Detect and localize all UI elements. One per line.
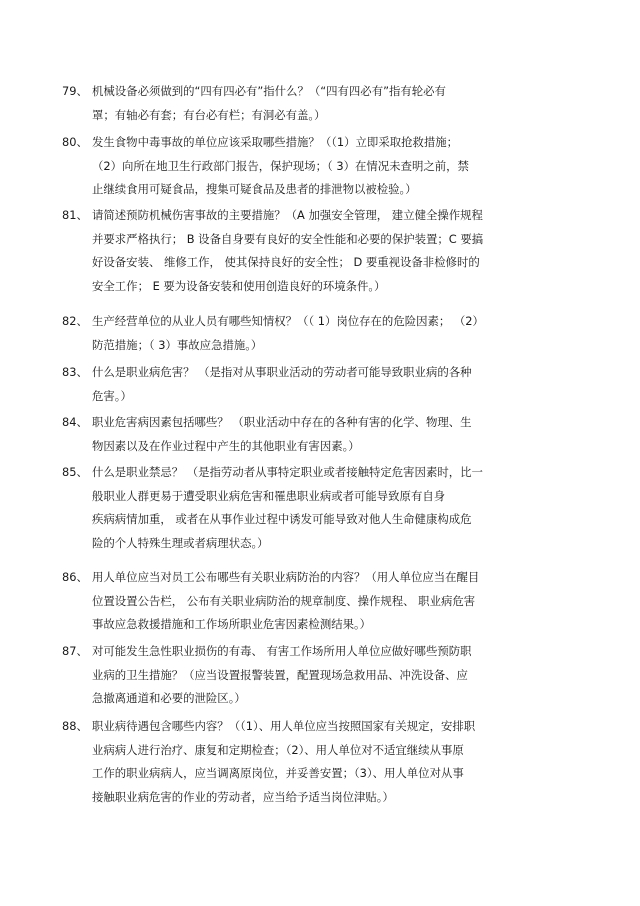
question-number: 86、 — [62, 570, 88, 584]
question-text-line: 发生食物中毒事故的单位应该采取哪些措施？（（1）立即采取抢救措施； — [92, 135, 459, 149]
question-text-line: 疾病病情加重， 或者在从事作业过程中诱发可能导致对他人生命健康构成危 — [92, 512, 472, 526]
question-text-line: 并要求严格执行； B 设备自身要有良好的安全性能和必要的保护装置；C 要搞 — [92, 231, 484, 246]
question-text-line: 生产经营单位的从业人员有哪些知情权？（（ 1）岗位存在的危险因素； （2） — [92, 314, 484, 328]
question-88 — [62, 715, 552, 809]
question-text-line: 职业病待遇包含哪些内容？（（1）、用人单位应当按照国家有关规定，安排职 — [92, 719, 476, 733]
question-text-line: 止继续食用可疑食品，搜集可疑食品及患者的排泄物以被检验。） — [92, 182, 417, 196]
question-text-line: （2）向所在地卫生行政部门报告，保护现场；（ 3）在情况未查明之前，禁 — [92, 158, 469, 173]
question-text-line: 什么是职业病危害？ （是指对从事职业活动的劳动者可能导致职业病的各种 — [92, 365, 472, 379]
question-text-line: 物因素以及在作业过程中产生的其他职业有害因素。） — [92, 438, 360, 453]
question-86 — [62, 566, 552, 637]
question-text-line: 位置设置公告栏， 公布有关职业病防治的规章制度、操作规程、 职业病危害 — [92, 593, 476, 608]
question-87 — [62, 640, 552, 711]
question-text-line: 什么是职业禁忌？ （是指劳动者从事特定职业或者接触特定危害因素时，比一 — [92, 465, 483, 479]
question-text-line: 机械设备必须做到的“四有四必有”指什么？（“四有四必有”指有轮必有 — [92, 84, 446, 98]
question-text-line: 险的个人特殊生理或者病理状态。） — [92, 535, 269, 550]
question-number: 83、 — [62, 365, 88, 379]
question-text-line: 对可能发生急性职业损伤的有毒、 有害工作场所用人单位应做好哪些预防职 — [92, 644, 472, 658]
question-text-line: 防范措施；（ 3）事故应急措施。） — [92, 337, 263, 352]
question-text-line: 好设备安装、 维修工作， 使其保持良好的安全性； D 要重视设备非检修时的 — [92, 255, 480, 269]
question-text-line: 工作的职业病病人，应当调离原岗位，并妥善安置；（3）、用人单位对从事 — [92, 766, 464, 780]
question-84 — [62, 411, 552, 458]
question-85 — [62, 461, 552, 555]
question-number: 87、 — [62, 644, 88, 658]
question-82 — [62, 310, 552, 357]
question-80 — [62, 131, 552, 202]
question-text-line: 用人单位应当对员工公布哪些有关职业病防治的内容？（用人单位应当在醒目 — [92, 570, 480, 584]
question-text-line: 业病的卫生措施？（应当设置报警装置，配置现场急救用品、冲洗设备、应 — [92, 667, 468, 682]
question-text-line: 般职业人群更易于遭受职业病危害和罹患职业病或者可能导致原有自身 — [92, 488, 446, 503]
question-text-line: 事故应急救援措施和工作场所职业危害因素检测结果。） — [92, 617, 372, 631]
question-number: 80、 — [62, 135, 88, 149]
question-number: 85、 — [62, 465, 88, 479]
question-text-line: 罩；有轴必有套；有台必有栏；有洞必有盖。） — [92, 107, 326, 122]
question-text-line: 接触职业病危害的作业的劳动者，应当给予适当岗位津贴。） — [92, 789, 394, 804]
question-number: 79、 — [62, 84, 88, 98]
question-number: 88、 — [62, 719, 88, 733]
question-81 — [62, 204, 552, 298]
question-text-line: 安全工作； E 要为设备安装和使用创造良好的环境条件。） — [92, 278, 386, 293]
question-text-line: 危害。） — [92, 388, 132, 403]
question-number: 82、 — [62, 314, 88, 328]
question-text-line: 急撤离通道和必要的泄险区。） — [92, 691, 246, 705]
question-83 — [62, 361, 552, 408]
question-number: 84、 — [62, 415, 88, 429]
question-text-line: 职业危害病因素包括哪些？ （职业活动中存在的各种有害的化学、物理、生 — [92, 415, 472, 429]
question-79 — [62, 80, 552, 127]
question-text-line: 业病病人进行治疗、康复和定期检查；（2）、用人单位对不适宜继续从事原 — [92, 742, 464, 757]
question-text-line: 请简述预防机械伤害事故的主要措施？（A 加强安全管理， 建立健全操作规程 — [92, 208, 483, 222]
question-number: 81、 — [62, 208, 88, 222]
